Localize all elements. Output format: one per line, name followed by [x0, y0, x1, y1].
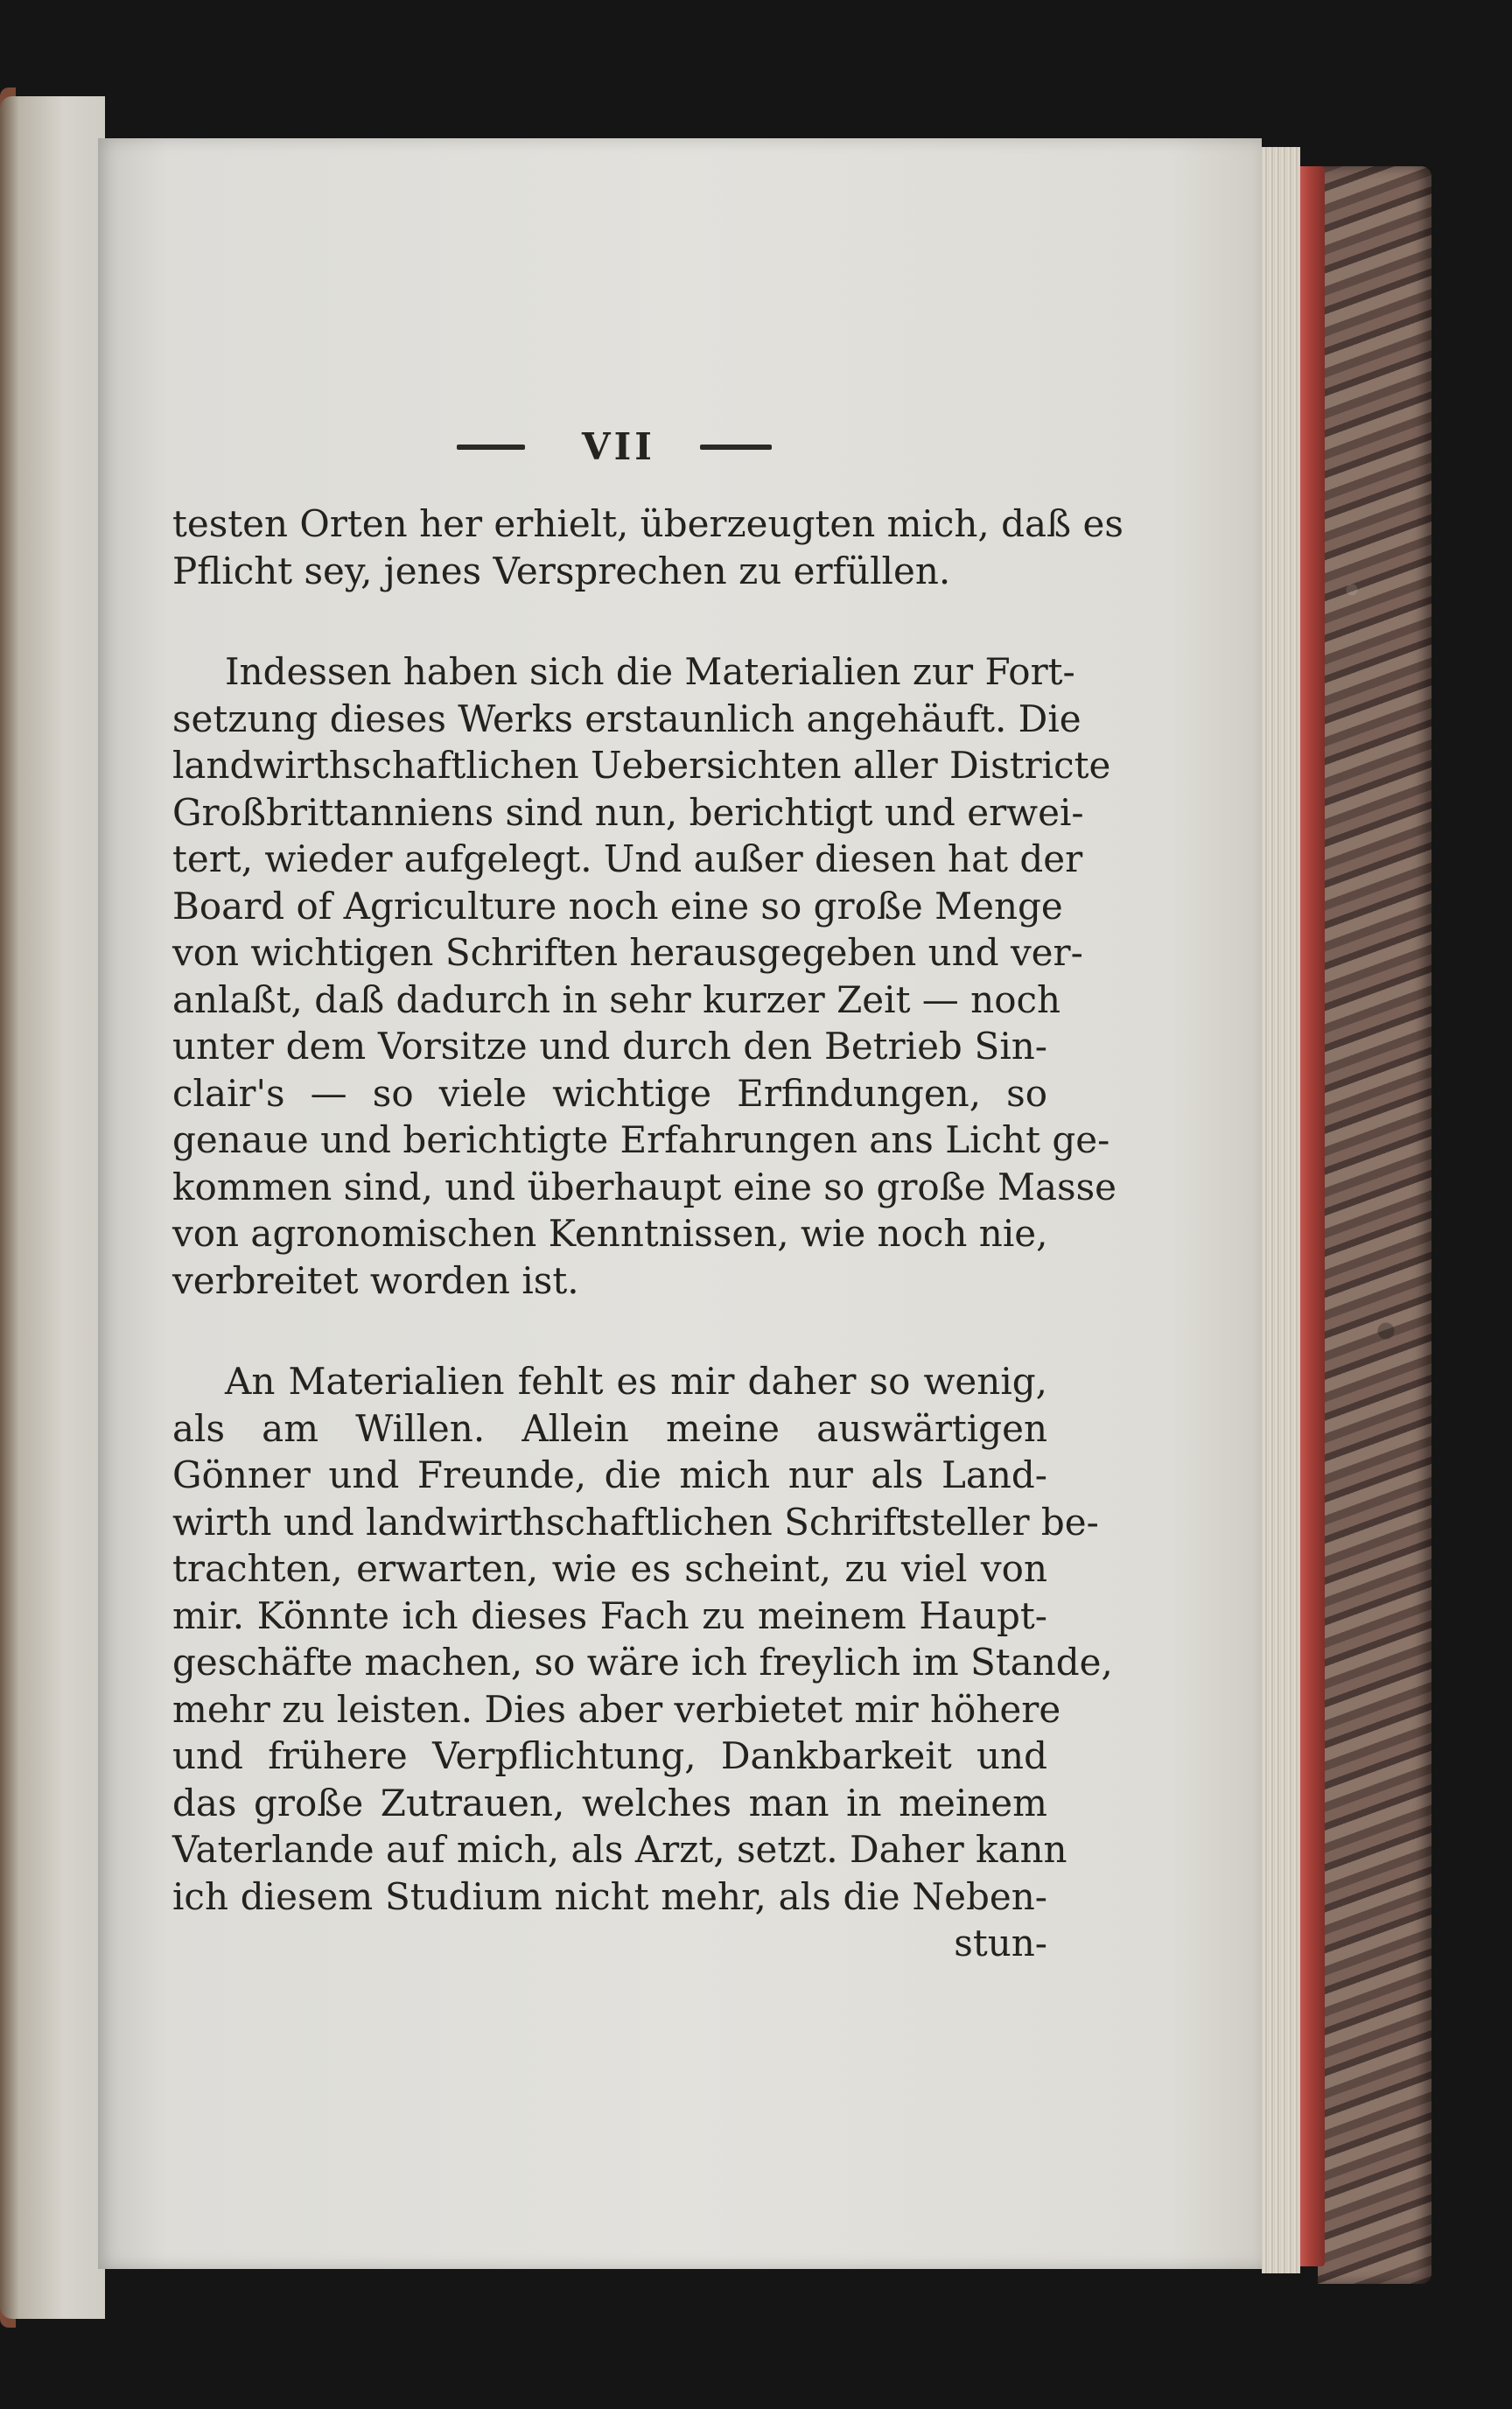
body-text	[172, 501, 1124, 1967]
text-line: wirth und landwirthschaftlichen Schriftsteller be-	[172, 1500, 1099, 1544]
header-rule-left	[457, 445, 525, 450]
text-line: Großbrittanniens sind nun, berichtigt und erwei-	[172, 790, 1084, 834]
text-line: clair's — so viele wichtige Erfindungen, so	[172, 1071, 1047, 1115]
text-line: das große Zutrauen, welches man in meinem	[172, 1781, 1047, 1824]
previous-page	[0, 96, 105, 2319]
book-page	[98, 138, 1262, 2269]
text-line: tert, wieder aufgelegt. Und außer diesen hat der	[172, 837, 1083, 880]
book-cover	[1318, 166, 1432, 2284]
text-line: mir. Könnte ich dieses Fach zu meinem Haupt-	[172, 1593, 1047, 1637]
text-line: von wichtigen Schriften herausgegeben und ver-	[172, 931, 1083, 974]
text-line: mehr zu leisten. Dies aber verbietet mir höhere	[172, 1687, 1061, 1731]
text-line: unter dem Vorsitze und durch den Betrieb Sin-	[172, 1025, 1047, 1068]
text-line: ich diesem Studium nicht mehr, als die Neben-	[172, 1874, 1047, 1918]
text-line: genaue und berichtigte Erfahrungen ans Licht ge-	[172, 1118, 1110, 1161]
text-line: landwirthschaftlichen Uebersichten aller Districte	[172, 744, 1111, 787]
text-line: Board of Agriculture noch eine so große Menge	[172, 884, 1063, 928]
text-line: setzung dieses Werks erstaunlich angehäuft. Die	[172, 697, 1082, 740]
running-header	[98, 425, 1262, 469]
text-line: Indessen haben sich die Materialien zur Fort-	[225, 650, 1075, 693]
page-fore-edge	[1262, 147, 1300, 2273]
page-number: VII	[582, 425, 655, 468]
text-line: Pflicht sey, jenes Versprechen zu erfüllen.	[172, 549, 951, 592]
text-line: verbreitet worden ist.	[172, 1258, 579, 1302]
text-line: trachten, erwarten, wie es scheint, zu viel von	[172, 1547, 1047, 1590]
text-line: und frühere Verpflichtung, Dankbarkeit und	[172, 1734, 1047, 1777]
text-line: Vaterlande auf mich, als Arzt, setzt. Daher kann	[172, 1828, 1068, 1871]
text-line: von agronomischen Kenntnissen, wie noch nie,	[172, 1212, 1048, 1255]
text-line: geschäfte machen, so wäre ich freylich im Stande,	[172, 1641, 1113, 1684]
catchword: stun-	[954, 1922, 1047, 1964]
header-rule-right	[700, 445, 772, 450]
text-line: An Materialien fehlt es mir daher so wenig,	[225, 1360, 1047, 1403]
text-line: testen Orten her erhielt, überzeugten mich, daß es	[172, 502, 1124, 545]
text-line: als am Willen. Allein meine auswärtigen	[172, 1406, 1047, 1450]
text-line: Gönner und Freunde, die mich nur als Land-	[172, 1453, 1047, 1496]
text-line: kommen sind, und überhaupt eine so große Masse	[172, 1165, 1116, 1208]
text-line: anlaßt, daß dadurch in sehr kurzer Zeit — noch	[172, 977, 1061, 1021]
